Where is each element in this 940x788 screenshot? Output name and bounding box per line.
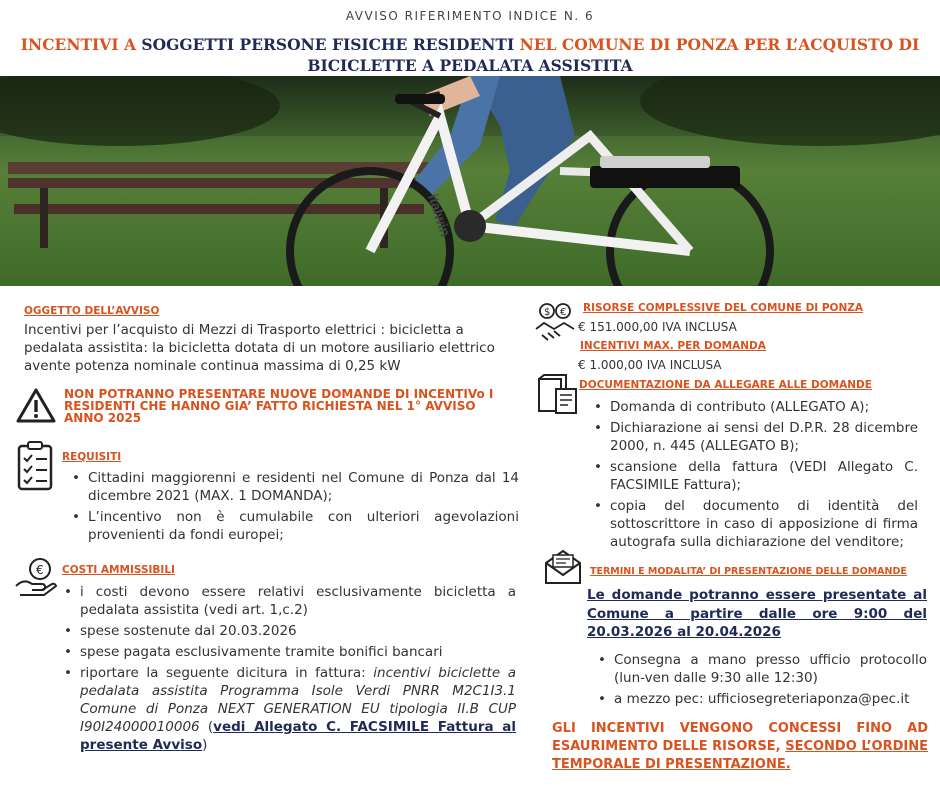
costi-paren-open: ( [199, 719, 214, 735]
list-item: • L’incentivo non è cumulabile con ulteriori agevolazioni provenienti da fondi europei; [66, 508, 519, 544]
documentazione-list [588, 398, 918, 551]
title-part-2: SOGGETTI PERSONE FISICHE RESIDENTI [141, 35, 515, 54]
list-item: • Consegna a mano presso ufficio protocollo (lun-ven dalle 9:30 alle 12:30) [592, 651, 927, 687]
title-part-3: NEL COMUNE DI PONZA PER L’ACQUISTO DI [514, 35, 920, 54]
oggetto-heading: OGGETTO DELL’AVVISO [24, 305, 160, 317]
checklist-icon [16, 441, 54, 495]
footer-text-2: SECONDO L’ORDINE TEMPORALE DI PRESENTAZIONE. [552, 739, 929, 772]
risorse-value: € 151.000,00 IVA INCLUSA [578, 320, 737, 334]
termini-list [592, 651, 927, 708]
list-item [58, 664, 516, 754]
svg-text:€: € [36, 563, 44, 577]
page-title [20, 34, 920, 76]
incentivi-max-value: € 1.000,00 IVA INCLUSA [578, 358, 722, 372]
notice-reference: AVVISO RIFERIMENTO INDICE N. 6 [345, 9, 595, 23]
list-item: • Dichiarazione ai sensi del D.P.R. 28 dicembre 2000, n. 445 (ALLEGATO B); [588, 419, 918, 455]
costi-paren-close: ) [202, 737, 208, 753]
deadline-text: Le domande potranno essere presentate al Comune a partire dalle ore 9:00 del 20.03.2026 al 20.04.2026 [587, 587, 927, 640]
hero-photo-ebike [0, 76, 940, 286]
handshake-money-icon [534, 301, 576, 349]
costi-heading: COSTI AMMISSIBILI [62, 564, 175, 576]
svg-text:€: € [560, 307, 567, 318]
warning-text: NON POTRANNO PRESENTARE NUOVE DOMANDE DI INCENTIVo I RESIDENTI CHE HANNO GIA’ FATTO RICHIESTA NEL 1° AVVISO ANNO 2025 [64, 387, 494, 425]
list-item: • spese sostenute dal 20.03.2026 [58, 622, 516, 640]
termini-heading: TERMINI E MODALITA’ DI PRESENTAZIONE DELLE DOMANDE [590, 566, 907, 577]
allegato-c-link[interactable]: vedi Allegato C. FACSIMILE Fattura al presente Avviso [80, 719, 516, 753]
oggetto-text: Incentivi per l’acquisto di Mezzi di Trasporto elettrici : bicicletta a pedalata assistita: la bicicletta dotata di un motore ausiliario elettrico avente potenza nominale continua massima di 0,25 kW [24, 322, 495, 374]
costi-list [58, 583, 516, 754]
ebike-illustration [0, 76, 940, 286]
svg-text:$: $ [544, 307, 551, 318]
list-item: • scansione della fattura (VEDI Allegato C. FACSIMILE Fattura); [588, 458, 918, 494]
documentazione-heading: DOCUMENTAZIONE DA ALLEGARE ALLE DOMANDE [579, 379, 872, 391]
costi-list-container [58, 583, 516, 757]
documentazione-list-container [588, 398, 918, 554]
requisiti-list-container [66, 469, 519, 547]
list-item: • i costi devono essere relativi esclusivamente bicicletta a pedalata assistita (vedi art. 1,c.2) [58, 583, 516, 619]
list-item: • Domanda di contributo (ALLEGATO A); [588, 398, 918, 416]
list-item: • a mezzo pec: ufficiosegreteriaponza@pec.it [592, 690, 927, 708]
title-line-2: BICICLETTE A PEDALATA ASSISTITA [307, 56, 633, 75]
risorse-heading: RISORSE COMPLESSIVE DEL COMUNE DI PONZA [583, 302, 863, 314]
hand-coin-icon [14, 556, 58, 600]
mail-icon [544, 549, 582, 589]
title-part-1: INCENTIVI A [20, 35, 142, 54]
footer-notice [552, 720, 928, 774]
list-item: • Cittadini maggiorenni e residenti nel Comune di Ponza dal 14 dicembre 2021 (MAX. 1 DOMANDA); [66, 469, 519, 505]
warning-icon [16, 388, 56, 428]
incentivi-max-heading: INCENTIVI MAX. PER DOMANDA [580, 340, 766, 352]
footer-text-1: GLI INCENTIVI VENGONO CONCESSI FINO AD ESAURIMENTO DELLE RISORSE, [552, 721, 928, 754]
documents-icon [536, 373, 580, 419]
requisiti-heading: REQUISITI [62, 451, 122, 463]
requisiti-list [66, 469, 519, 544]
list-item: • copia del documento di identità del sottoscrittore in caso di apposizione di firma autografa sulla dichiarazione del venditore; [588, 497, 918, 551]
termini-list-container [592, 651, 927, 711]
costi-dicitura-prefix: riportare la seguente dicitura in fattura: [80, 665, 374, 681]
frame-brand-text: italwin [425, 191, 454, 239]
list-item: • spese pagata esclusivamente tramite bonifici bancari [58, 643, 516, 661]
costi-dicitura-text: incentivi biciclette a pedalata assistita Programma Isole Verdi PNRR M2C1I3.1 Comune di Ponza NEXT GENERATION EU tipologia II.B CUP I90I24000010006 [80, 665, 516, 735]
